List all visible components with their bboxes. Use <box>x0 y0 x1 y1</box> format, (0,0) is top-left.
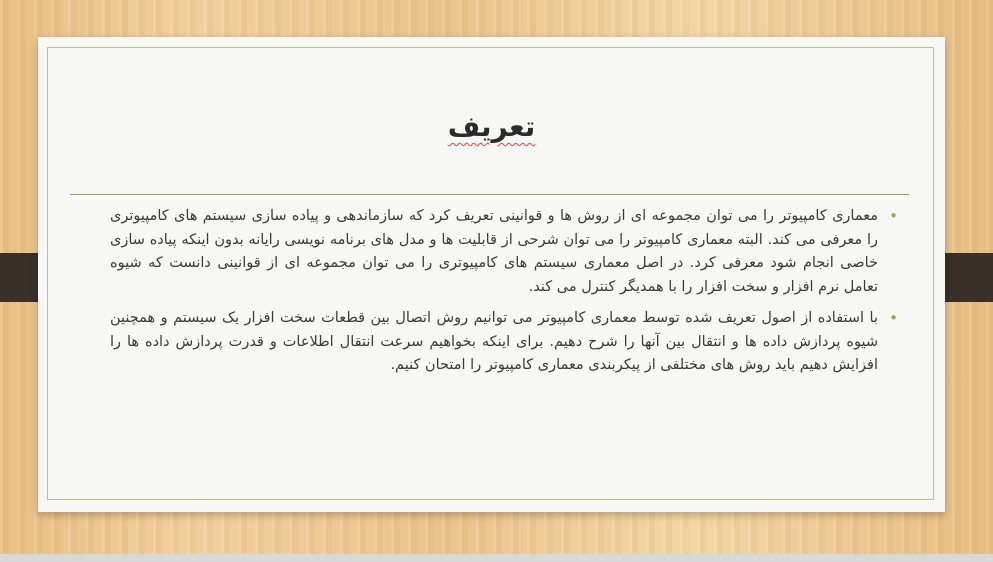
bullet-item <box>110 205 898 299</box>
bullet-text: معماری کامپیوتر را می توان مجموعه ای از روش ها و قوانینی تعریف کرد که سازماندهی و پیاده سازی سیستم های کامپیوتری را معرفی می کند. البته معماری کامپیوتر را می توان شرحی از قابلیت ها و مدل های برنامه نویسی رایانه بدون اینکه پیاده سازی خاصی انجام شود معرفی کرد. در اصل معماری سیستم های کامپیوتری را می توان مجموعه ای از قوانینی دانست که شیوه تعامل نرم افزار و سخت افزار را با همدیگر کنترل می کند. <box>110 208 878 295</box>
slide-title-text: تعریف <box>447 110 536 143</box>
bullet-icon: • <box>889 207 898 225</box>
bullet-list <box>110 205 898 386</box>
bullet-text: با استفاده از اصول تعریف شده توسط معماری کامپیوتر می توانیم روش اتصال بین قطعات سخت افزار یک سیستم و همچنین شیوه پردازش داده ها و انتقال بین آنها را شرح دهیم. برای اینکه بخواهیم سرعت انتقال اطلاعات و قدرت پردازش داده ها را افزایش دهیم باید روش های مختلفی از پیکربندی معماری کامپیوتر را امتحان کنیم. <box>110 310 878 373</box>
slide <box>38 37 945 512</box>
title-divider <box>70 194 909 195</box>
bottom-bar <box>0 554 993 562</box>
slide-title <box>38 110 945 143</box>
bullet-item <box>110 307 898 378</box>
bullet-icon: • <box>889 309 898 327</box>
